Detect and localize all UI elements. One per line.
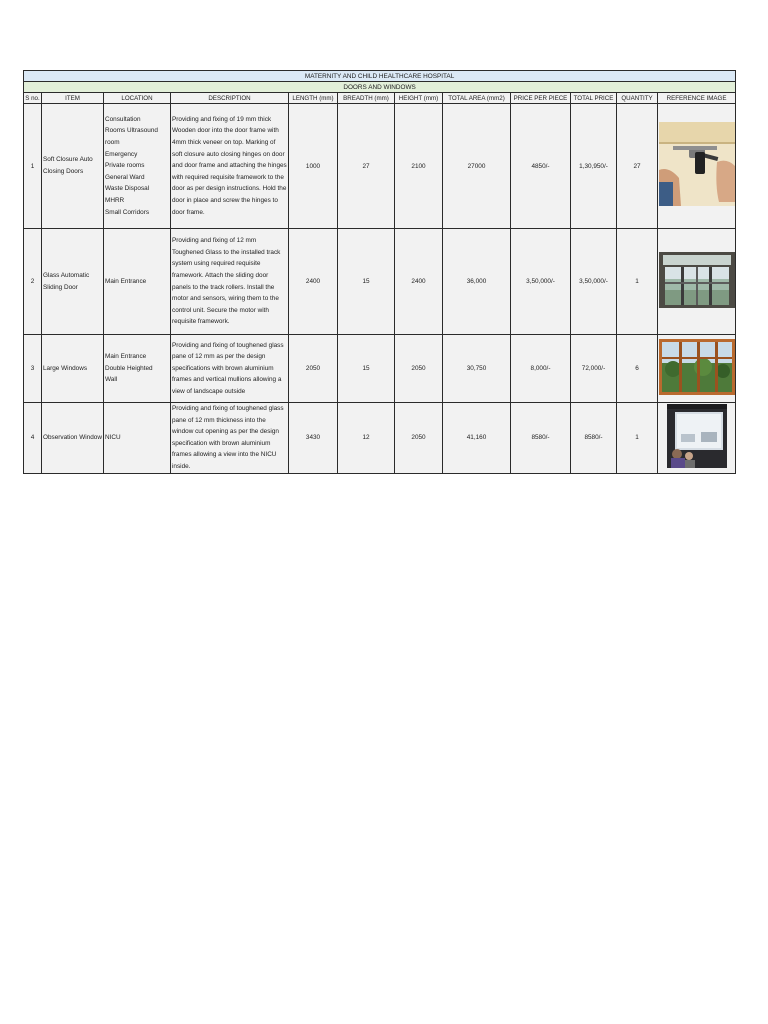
cell-total-price: 8580/- <box>571 403 617 474</box>
location-line: Private rooms <box>105 162 145 170</box>
location-line: room <box>105 139 120 147</box>
cell-total-area: 30,750 <box>443 335 511 403</box>
cell-length: 2050 <box>289 335 338 403</box>
cell-location <box>104 403 171 474</box>
col-header-location: LOCATION <box>104 93 171 104</box>
cell-breadth: 27 <box>338 104 395 229</box>
table-title: MATERNITY AND CHILD HEALTHCARE HOSPITAL <box>24 71 736 82</box>
sliding-door-photo-icon <box>659 252 735 310</box>
cell-total-price: 72,000/- <box>571 335 617 403</box>
cell-quantity: 6 <box>617 335 658 403</box>
cell-item: Glass Automatic Sliding Door <box>42 229 104 335</box>
large-window-photo-icon <box>659 339 735 397</box>
cell-breadth: 12 <box>338 403 395 474</box>
cell-height: 2100 <box>395 104 443 229</box>
col-header-quantity: QUANTITY <box>617 93 658 104</box>
cell-sno: 3 <box>24 335 42 403</box>
cell-description: Providing and fixing of toughened glass pane of 12 mm as per the design specifications with brown aluminium frames and vertical mullions allowing a view of landscape outside <box>171 335 289 403</box>
location-line: Consultation <box>105 115 141 123</box>
col-header-reference-image: REFERENCE IMAGE <box>658 93 736 104</box>
cell-reference-image <box>658 104 736 229</box>
cell-length: 2400 <box>289 229 338 335</box>
table-subtitle: DOORS AND WINDOWS <box>24 82 736 93</box>
table-row <box>24 229 736 335</box>
cell-quantity: 1 <box>617 229 658 335</box>
cell-sno: 4 <box>24 403 42 474</box>
cell-item: Large Windows <box>42 335 104 403</box>
col-header-breadth: BREADTH (mm) <box>338 93 395 104</box>
cell-location <box>104 104 171 229</box>
location-line: Emergency <box>105 150 138 158</box>
col-header-total-price: TOTAL PRICE <box>571 93 617 104</box>
cell-item: Soft Closure Auto Closing Doors <box>42 104 104 229</box>
cell-description: Providing and fixing of toughened glass pane of 12 mm thickness into the window cut opening as per the design specification with brown aluminium frames allowing a view into the NICU inside. <box>171 403 289 474</box>
cell-height: 2400 <box>395 229 443 335</box>
cell-price-per-piece: 8,000/- <box>511 335 571 403</box>
cell-description: Providing and fixing of 12 mm Toughened Glass to the installed track system using required requisite framework. Attach the sliding door panels to the track rollers. Install the motor and sensors, wiring them to the control unit. Secure the motor with requisite framework. <box>171 229 289 335</box>
cell-quantity: 27 <box>617 104 658 229</box>
col-header-description: DESCRIPTION <box>171 93 289 104</box>
cell-location <box>104 229 171 335</box>
cell-quantity: 1 <box>617 403 658 474</box>
cell-height: 2050 <box>395 403 443 474</box>
cell-length: 3430 <box>289 403 338 474</box>
cell-length: 1000 <box>289 104 338 229</box>
cell-reference-image <box>658 335 736 403</box>
cell-price-per-piece: 8580/- <box>511 403 571 474</box>
location-line: Waste Disposal <box>105 185 150 193</box>
location-line: NICU <box>105 433 121 441</box>
location-line: General Ward <box>105 173 145 181</box>
col-header-total-area: TOTAL AREA (mm2) <box>443 93 511 104</box>
cell-total-price: 1,30,950/- <box>571 104 617 229</box>
location-line: MHRR <box>105 196 125 204</box>
table-row <box>24 403 736 474</box>
cell-location <box>104 335 171 403</box>
location-line: Double Heighted <box>105 364 153 372</box>
door-closer-photo-icon <box>659 122 735 208</box>
col-header-height: HEIGHT (mm) <box>395 93 443 104</box>
table-row <box>24 335 736 403</box>
cell-reference-image <box>658 403 736 474</box>
cell-height: 2050 <box>395 335 443 403</box>
col-header-item: ITEM <box>42 93 104 104</box>
col-header-sno: S no. <box>25 94 40 102</box>
cell-total-area: 36,000 <box>443 229 511 335</box>
location-line: Main Entrance <box>105 277 147 285</box>
cell-breadth: 15 <box>338 229 395 335</box>
cell-total-price: 3,50,000/- <box>571 229 617 335</box>
location-line: Main Entrance <box>105 353 147 361</box>
col-header-price-per-piece: PRICE PER PIECE <box>511 93 571 104</box>
location-line: Wall <box>105 376 118 384</box>
cell-sno: 2 <box>24 229 42 335</box>
location-line: Rooms Ultrasound <box>105 127 158 135</box>
cell-item: Observation Window <box>42 403 104 474</box>
observation-window-photo-icon <box>659 404 735 470</box>
cell-price-per-piece: 3,50,000/- <box>511 229 571 335</box>
cell-total-area: 27000 <box>443 104 511 229</box>
cell-description: Providing and fixing of 19 mm thick Wooden door into the door frame with 4mm thick veneer on top. Marking of soft closure auto closing hinges on door and door frame and attaching the hinges with required requisite framework to the door as per design instructions. Hold the door in place and screw the hinges to door frame. <box>171 104 289 229</box>
cell-price-per-piece: 4850/- <box>511 104 571 229</box>
col-header-length: LENGTH (mm) <box>289 93 338 104</box>
location-line: Small Corridors <box>105 208 150 216</box>
cell-reference-image <box>658 229 736 335</box>
table-row <box>24 104 736 229</box>
cell-sno: 1 <box>24 104 42 229</box>
doors-windows-table <box>23 70 736 474</box>
cell-total-area: 41,160 <box>443 403 511 474</box>
cell-breadth: 15 <box>338 335 395 403</box>
